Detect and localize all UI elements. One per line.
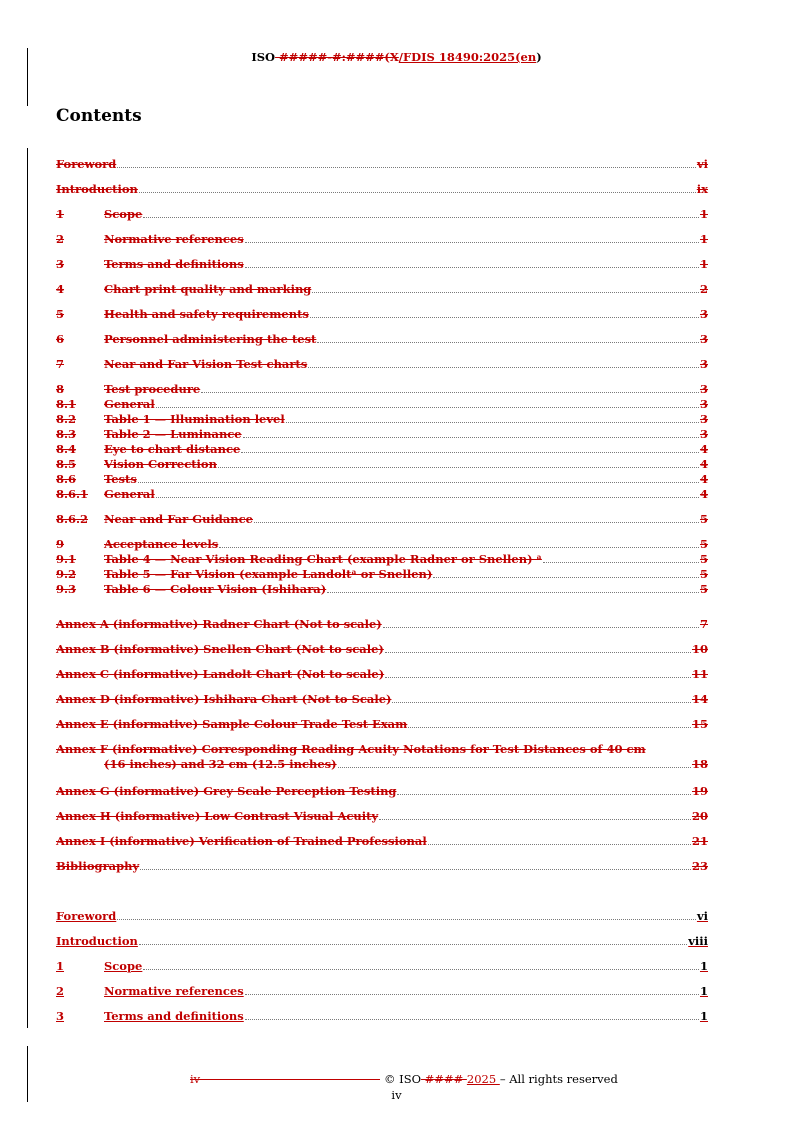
toc-entry-page: 4 [699,457,708,471]
toc-entry-title: Introduction [56,182,138,196]
toc-entry-page: 3 [699,382,708,396]
toc-entry-title: Scope [104,959,143,973]
toc-entry-page: 1 [699,1009,708,1023]
toc-entry-old[interactable] [56,383,708,396]
toc-entry-old[interactable] [56,458,708,471]
dot-leader [245,1019,699,1020]
toc-entry-title: Foreword [56,909,117,923]
toc-entry-new[interactable] [56,910,708,923]
toc-entry-title: Annex C (informative) Landolt Chart (Not to scale) [56,667,385,681]
dot-leader [408,727,691,728]
toc-entry-old[interactable] [56,810,708,823]
dot-leader [543,562,699,563]
toc-entry-page: vi [696,909,708,923]
toc-entry-page: 3 [699,307,708,321]
dot-leader [308,367,699,368]
toc-entry-title: Annex D (informative) Ishihara Chart (Not to Scale) [56,692,392,706]
dot-leader [243,437,699,438]
toc-entry-title: Annex B (informative) Snellen Chart (Not to scale) [56,642,384,656]
toc-entry-number: 8.6.2 [56,512,89,526]
toc-entry-number: 8.6 [56,472,77,486]
toc-entry-page: 23 [691,859,708,873]
dot-leader [312,292,699,293]
dot-leader [139,192,696,193]
toc-entry-title: Introduction [56,934,138,948]
toc-entry-title: Near and Far Guidance [104,512,253,526]
toc-entry-title: Scope [104,207,143,221]
toc-entry-title: Terms and definitions [104,257,244,271]
toc-entry-old[interactable] [56,158,708,171]
toc-entry-new[interactable] [56,960,708,973]
toc-entry-number: 2 [56,984,65,998]
dot-leader [117,167,696,168]
toc-entry-title: Terms and definitions [104,1009,244,1023]
toc-entry-new[interactable] [56,985,708,998]
header-suffix: ) [536,50,542,64]
change-bar-middle [27,148,28,1028]
dot-leader [143,969,699,970]
toc-entry-title: Near and Far Vision Test charts [104,357,308,371]
toc-entry-page: 20 [691,809,708,823]
dot-leader [428,844,691,845]
dot-leader [327,592,699,593]
dot-leader [379,819,691,820]
toc-entry-old[interactable] [56,785,708,798]
toc-entry-title: Foreword [56,157,117,171]
toc-entry-old[interactable] [56,443,708,456]
dot-leader [317,342,699,343]
dot-leader [219,547,699,548]
toc-entry-page: ix [696,182,708,196]
toc-entry-old[interactable] [56,333,708,346]
dot-leader [310,317,699,318]
dot-leader [245,242,699,243]
toc-entry-old[interactable] [56,428,708,441]
toc-entry-title: Tests [104,472,137,486]
toc-entry-page: 11 [691,667,708,681]
toc-entry-old[interactable] [56,308,708,321]
toc-entry-page: 14 [691,692,708,706]
toc-entry-old[interactable] [56,183,708,196]
dot-leader [143,217,699,218]
toc-entry-page: 3 [699,412,708,426]
toc-entry-number: 9.2 [56,567,77,581]
footer-page-number: iv [391,1088,402,1102]
dot-leader [117,919,696,920]
toc-entry-old[interactable] [56,643,708,656]
toc-entry-title: Annex E (informative) Sample Colour Trade Test Exam [56,717,408,731]
toc-entry-page: 4 [699,472,708,486]
toc-entry-page: 1 [699,207,708,221]
header-inserted-ref: /FDIS 18490:2025(en [398,50,537,64]
toc-entry-old[interactable] [56,488,708,501]
toc-entry-number: 8.3 [56,427,77,441]
toc-entry-number: 8.4 [56,442,77,456]
toc-entry-number: 3 [56,1009,65,1023]
footer-copyright [384,1072,618,1086]
dot-leader [385,652,691,653]
toc-entry-page: 1 [699,257,708,271]
toc-entry-number: 6 [56,332,65,346]
toc-entry-page: 3 [699,332,708,346]
toc-entry-number: 8.2 [56,412,77,426]
dot-leader [286,422,699,423]
toc-entry-title: General [104,397,155,411]
toc-entry-page: 15 [691,717,708,731]
toc-entry-number: 5 [56,307,65,321]
toc-entry-page: 1 [699,984,708,998]
toc-entry-page: 10 [691,642,708,656]
toc-entry-page: 5 [699,512,708,526]
toc-entry-page: 4 [699,487,708,501]
toc-entry-old[interactable] [56,208,708,221]
toc-entry-page: 3 [699,427,708,441]
toc-entry-number: 8.6.1 [56,487,89,501]
toc-entry-new[interactable] [56,935,708,948]
dot-leader [138,482,699,483]
toc-entry-title: Vision Correction [104,457,217,471]
toc-entry-page: viii [688,934,708,948]
toc-entry-old[interactable] [56,283,708,296]
toc-entry-page: 19 [691,784,708,798]
toc-entry-old[interactable] [56,538,708,551]
toc-entry-title: Test procedure [104,382,201,396]
footer-rights: – All rights reserved [499,1072,618,1086]
toc-entry-old[interactable] [56,258,708,271]
toc-entry-title: Table 5 — Far Vision (example Landoltᵃ or Snellen) [104,567,433,581]
toc-entry-old[interactable] [56,553,708,566]
toc-entry-old[interactable] [56,835,708,848]
page-footer [0,1072,793,1102]
toc-entry-title: Chart print quality and marking [104,282,312,296]
toc-entry-number: 2 [56,232,65,246]
toc-entry-title: Eye to chart distance [104,442,241,456]
toc-entry-number: 3 [56,257,65,271]
toc-entry-number: 8 [56,382,65,396]
toc-entry-page: 1 [699,959,708,973]
toc-entry-page: 18 [691,757,708,771]
dot-leader [397,794,691,795]
toc-entry-title: Bibliography [56,859,140,873]
toc-entry-title: Acceptance levels [104,537,219,551]
toc-entry-old[interactable] [56,513,708,526]
dot-leader [385,677,691,678]
toc-entry-page: 1 [699,232,708,246]
toc-entry-title: Normative references [104,232,244,246]
toc-entry-new[interactable] [56,1010,708,1023]
dot-leader [156,497,699,498]
header-prefix: ISO [251,50,276,64]
toc-entry-old[interactable] [56,358,708,371]
toc-entry-page: 5 [699,552,708,566]
toc-entry-old[interactable] [56,583,708,596]
toc-entry-number: 4 [56,282,65,296]
toc-entry-title: Normative references [104,984,244,998]
toc-entry-old[interactable] [56,568,708,581]
toc-entry-page: 5 [699,582,708,596]
dot-leader [245,267,699,268]
dot-leader [383,627,699,628]
toc-entry-old[interactable] [56,473,708,486]
toc-entry-title: Annex A (informative) Radner Chart (Not to scale) [56,617,382,631]
toc-entry-title: General [104,487,155,501]
toc-entry-title: Health and safety requirements [104,307,309,321]
toc-entry-number: 9 [56,537,65,551]
toc-entry-title: Annex H (informative) Low Contrast Visual Acuity [56,809,379,823]
footer-copyright-symbol: © ISO [384,1072,422,1086]
dot-leader [140,869,691,870]
toc-entry-title: Personnel administering the test [104,332,317,346]
toc-entry-page: 5 [699,567,708,581]
toc-entry-title: Table 1 — Illumination level [104,412,285,426]
footer-deleted-page: iv [190,1072,201,1086]
toc-entry-number: 8.5 [56,457,77,471]
toc-entry-old[interactable] [56,668,708,681]
dot-leader [392,702,691,703]
toc-entry-number: 1 [56,959,65,973]
dot-leader [433,577,699,578]
toc-entry-title: Annex F (informative) Corresponding Reading Acuity Notations for Test Distances of 40 cm [56,742,646,756]
toc-entry-page: 3 [699,397,708,411]
dot-leader [156,407,699,408]
toc-entry-old[interactable] [56,860,708,873]
dot-leader [254,522,699,523]
toc-entry-title: Annex I (informative) Verification of Trained Professional [56,834,427,848]
dot-leader [245,994,699,995]
toc-entry-page: 3 [699,357,708,371]
header-deleted-ref: #####-#:####(X [275,50,399,64]
dot-leader [338,767,691,768]
page-title: Contents [56,106,142,126]
toc-entry-page: 7 [699,617,708,631]
dot-leader [241,452,699,453]
toc-entry-page: 5 [699,537,708,551]
dot-leader [139,944,687,945]
toc-entry-number: 1 [56,207,65,221]
toc-entry-page: 4 [699,442,708,456]
footer-deleted-rule [200,1079,380,1080]
toc-entry-old[interactable] [56,398,708,411]
toc-entry-title: Annex G (informative) Grey Scale Perception Testing [56,784,397,798]
footer-inserted-year: 2025 [466,1072,500,1086]
toc-entry-old[interactable] [56,693,708,706]
document-header [0,50,793,64]
toc-entry-number: 9.1 [56,552,77,566]
toc-entry-old[interactable] [56,233,708,246]
toc-entry-old[interactable] [56,718,708,731]
toc-entry-number: 9.3 [56,582,77,596]
toc-entry-old[interactable] [56,743,708,771]
toc-entry-number: 7 [56,357,65,371]
footer-deleted-year: #### [421,1072,467,1086]
dot-leader [218,467,699,468]
toc-entry-title-continued: (16 inches) and 32 cm (12.5 inches) [104,757,337,771]
dot-leader [201,392,699,393]
toc-entry-page: vi [696,157,708,171]
toc-entry-page: 2 [699,282,708,296]
toc-entry-title: Table 4 — Near Vision Reading Chart (example Radner or Snellen) ᵃ [104,552,542,566]
toc-entry-page: 21 [691,834,708,848]
toc-entry-title: Table 6 — Colour Vision (Ishihara) [104,582,327,596]
toc-entry-old[interactable] [56,413,708,426]
toc-entry-number: 8.1 [56,397,77,411]
toc-entry-title: Table 2 — Luminance [104,427,242,441]
toc-entry-old[interactable] [56,618,708,631]
